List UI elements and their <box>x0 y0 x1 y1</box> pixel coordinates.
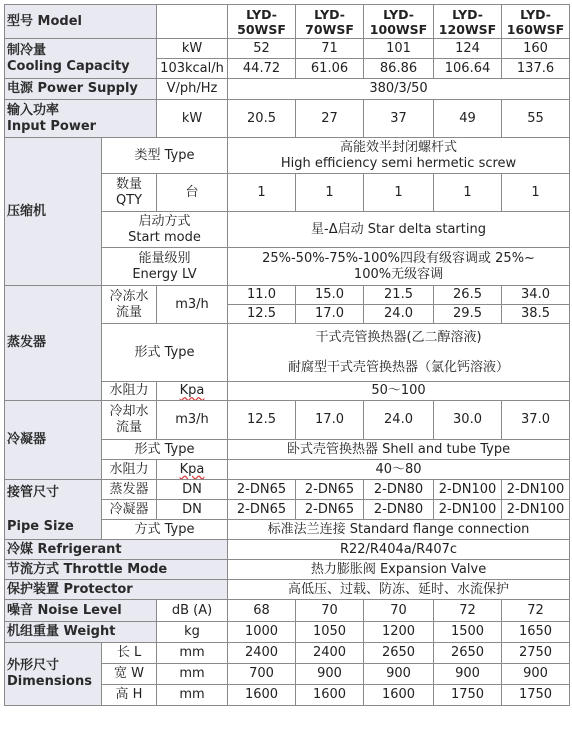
pipe-evap-3: 2-DN80 <box>364 480 434 500</box>
dim-w-2: 900 <box>296 664 364 685</box>
evaporator-flow-4a: 26.5 <box>434 286 502 305</box>
dimension-length-unit: mm <box>157 643 228 664</box>
refrigerant-label: 冷媒 Refrigerant <box>5 540 228 560</box>
weight-3: 1200 <box>364 622 434 643</box>
pipe-cond-4: 2-DN100 <box>434 500 502 520</box>
weight-5: 1650 <box>502 622 570 643</box>
dim-l-3: 2650 <box>364 643 434 664</box>
input-power-5: 55 <box>502 100 570 138</box>
compressor-qty-label <box>102 174 157 212</box>
cooling-kcal-2: 61.06 <box>296 59 364 79</box>
compressor-type-label: 类型 Type <box>102 138 228 174</box>
power-supply-value: 380/3/50 <box>228 79 570 100</box>
input-power-3: 37 <box>364 100 434 138</box>
input-power-1: 20.5 <box>228 100 296 138</box>
compressor-type-value <box>228 138 570 174</box>
evaporator-resistance-unit: Kpa <box>157 382 228 401</box>
compressor-energy-value <box>228 248 570 286</box>
unit-blank <box>157 5 228 39</box>
evaporator-flow-row-1 <box>5 286 570 305</box>
cooling-kcal-3: 86.86 <box>364 59 434 79</box>
dimension-length-label: 长 L <box>102 643 157 664</box>
power-supply-row <box>5 79 570 100</box>
cooling-unit-kcal: 103kcal/h <box>157 59 228 79</box>
evaporator-flow-3a: 21.5 <box>364 286 434 305</box>
model-col-5: LYD-160WSF <box>502 5 570 39</box>
dimension-width-unit: mm <box>157 664 228 685</box>
condenser-flow-5: 37.0 <box>502 401 570 440</box>
evaporator-label: 蒸发器 <box>5 286 102 401</box>
cooling-kw-3: 101 <box>364 39 434 59</box>
cooling-kw-row <box>5 39 570 59</box>
condenser-resistance-value: 40～80 <box>228 460 570 480</box>
weight-unit: kg <box>157 622 228 643</box>
dimensions-label-cn: 外形尺寸 <box>7 658 60 673</box>
compressor-type-row <box>5 138 570 174</box>
pipe-condenser-unit: DN <box>157 500 228 520</box>
dimension-height-label: 高 H <box>102 685 157 706</box>
throttle-label: 节流方式 Throttle Mode <box>5 560 228 580</box>
model-header-row <box>5 5 570 39</box>
cooling-kw-1: 52 <box>228 39 296 59</box>
protector-row <box>5 580 570 600</box>
noise-row <box>5 600 570 622</box>
compressor-energy-line-2: 100%无级容调 <box>353 266 444 282</box>
compressor-energy-label <box>102 248 228 286</box>
compressor-energy-label-en: Energy LV <box>132 266 197 282</box>
cooling-kw-2: 71 <box>296 39 364 59</box>
evaporator-flow-1a: 11.0 <box>228 286 296 305</box>
dim-h-4: 1750 <box>434 685 502 706</box>
condenser-flow-row <box>5 401 570 440</box>
compressor-qty-label-cn: 数量 <box>116 176 143 192</box>
compressor-start-label-en: Start mode <box>128 229 201 245</box>
dim-w-5: 900 <box>502 664 570 685</box>
evaporator-flow-2b: 17.0 <box>296 305 364 324</box>
compressor-label: 压缩机 <box>5 138 102 286</box>
condenser-flow-1: 12.5 <box>228 401 296 440</box>
cooling-capacity-label <box>5 39 157 79</box>
evaporator-type-line-2: 耐腐型干式壳管换热器（氯化钙溶液） <box>288 359 510 375</box>
compressor-qty-1: 1 <box>228 174 296 212</box>
dim-w-1: 700 <box>228 664 296 685</box>
model-col-3: LYD-100WSF <box>364 5 434 39</box>
noise-1: 68 <box>228 600 296 622</box>
evaporator-flow-4b: 29.5 <box>434 305 502 324</box>
noise-2: 70 <box>296 600 364 622</box>
condenser-type-label: 形式 Type <box>102 440 228 460</box>
noise-label: 噪音 Noise Level <box>5 600 157 622</box>
pipe-cond-1: 2-DN65 <box>228 500 296 520</box>
pipe-size-label-cn: 接管尺寸 <box>7 484 60 500</box>
protector-label: 保护装置 Protector <box>5 580 228 600</box>
cooling-kcal-5: 137.6 <box>502 59 570 79</box>
pipe-cond-5: 2-DN100 <box>502 500 570 520</box>
dim-w-3: 900 <box>364 664 434 685</box>
pipe-condenser-label: 冷凝器 <box>102 500 157 520</box>
evaporator-resistance-label: 水阻力 <box>102 382 157 401</box>
evaporator-flow-label <box>102 286 157 324</box>
refrigerant-value: R22/R404a/R407c <box>228 540 570 560</box>
weight-1: 1000 <box>228 622 296 643</box>
compressor-start-label-cn: 启动方式 <box>138 213 191 229</box>
compressor-qty-unit: 台 <box>157 174 228 212</box>
input-power-2: 27 <box>296 100 364 138</box>
compressor-type-en: High efficiency semi hermetic screw <box>280 155 517 171</box>
pipe-evap-1: 2-DN65 <box>228 480 296 500</box>
pipe-evaporator-row <box>5 480 570 500</box>
pipe-evaporator-unit: DN <box>157 480 228 500</box>
evaporator-type-label: 形式 Type <box>102 324 228 382</box>
power-supply-label: 电源 Power Supply <box>5 79 157 100</box>
dimensions-label-en: Dimensions <box>7 674 92 689</box>
evaporator-flow-label-2: 流量 <box>116 304 143 320</box>
pipe-evap-5: 2-DN100 <box>502 480 570 500</box>
noise-3: 70 <box>364 600 434 622</box>
dim-w-4: 900 <box>434 664 502 685</box>
dim-h-3: 1600 <box>364 685 434 706</box>
pipe-cond-3: 2-DN80 <box>364 500 434 520</box>
cooling-kw-4: 124 <box>434 39 502 59</box>
weight-row <box>5 622 570 643</box>
evaporator-type-value <box>228 324 570 382</box>
dim-l-1: 2400 <box>228 643 296 664</box>
input-power-label-cn: 输入功率 <box>7 102 60 118</box>
pipe-connection-label: 方式 Type <box>102 520 228 540</box>
cooling-kw-5: 160 <box>502 39 570 59</box>
condenser-flow-3: 24.0 <box>364 401 434 440</box>
input-power-4: 49 <box>434 100 502 138</box>
refrigerant-row <box>5 540 570 560</box>
model-label: 型号 Model <box>5 5 157 39</box>
dim-h-2: 1600 <box>296 685 364 706</box>
compressor-qty-2: 1 <box>296 174 364 212</box>
pipe-connection-value: 标准法兰连接 Standard flange connection <box>228 520 570 540</box>
compressor-qty-4: 1 <box>434 174 502 212</box>
input-power-row <box>5 100 570 138</box>
pipe-size-label-en: Pipe Size <box>7 518 74 534</box>
condenser-flow-label-2: 流量 <box>116 420 143 435</box>
condenser-resistance-unit: Kpa <box>157 460 228 480</box>
evaporator-type-line-1: 干式壳管换热器(乙二醇溶液) <box>315 329 482 345</box>
cooling-unit-kw: kW <box>157 39 228 59</box>
weight-4: 1500 <box>434 622 502 643</box>
condenser-flow-unit: m3/h <box>157 401 228 440</box>
cooling-kcal-4: 106.64 <box>434 59 502 79</box>
condenser-flow-4: 30.0 <box>434 401 502 440</box>
dimension-width-label: 宽 W <box>102 664 157 685</box>
compressor-type-cn: 高能效半封闭螺杆式 <box>340 139 458 155</box>
weight-label: 机组重量 Weight <box>5 622 157 643</box>
dim-l-2: 2400 <box>296 643 364 664</box>
throttle-row <box>5 560 570 580</box>
evaporator-flow-2a: 15.0 <box>296 286 364 305</box>
compressor-start-value: 星-Δ启动 Star delta starting <box>228 212 570 248</box>
protector-value: 高低压、过载、防冻、延时、水流保护 <box>228 580 570 600</box>
condenser-flow-label <box>102 401 157 440</box>
pipe-evap-2: 2-DN65 <box>296 480 364 500</box>
model-col-4: LYD-120WSF <box>434 5 502 39</box>
dim-l-4: 2650 <box>434 643 502 664</box>
compressor-qty-5: 1 <box>502 174 570 212</box>
cooling-label-en: Cooling Capacity <box>7 58 130 74</box>
spec-table <box>4 4 570 706</box>
condenser-flow-label-1: 冷却水 <box>109 404 149 419</box>
evaporator-flow-1b: 12.5 <box>228 305 296 324</box>
power-supply-unit: V/ph/Hz <box>157 79 228 100</box>
input-power-label-en: Input Power <box>7 118 97 134</box>
evaporator-flow-unit: m3/h <box>157 286 228 324</box>
evaporator-resistance-value: 50～100 <box>228 382 570 401</box>
model-col-2: LYD-70WSF <box>296 5 364 39</box>
condenser-type-value: 卧式壳管换热器 Shell and tube Type <box>228 440 570 460</box>
evaporator-flow-3b: 24.0 <box>364 305 434 324</box>
noise-5: 72 <box>502 600 570 622</box>
compressor-qty-3: 1 <box>364 174 434 212</box>
pipe-size-label <box>5 480 102 540</box>
evaporator-flow-5a: 34.0 <box>502 286 570 305</box>
dim-l-5: 2750 <box>502 643 570 664</box>
input-power-unit: kW <box>157 100 228 138</box>
condenser-label: 冷凝器 <box>5 401 102 480</box>
noise-4: 72 <box>434 600 502 622</box>
cooling-label-cn: 制冷量 <box>7 42 47 58</box>
pipe-evap-4: 2-DN100 <box>434 480 502 500</box>
condenser-flow-2: 17.0 <box>296 401 364 440</box>
dim-h-1: 1600 <box>228 685 296 706</box>
compressor-energy-label-cn: 能量级别 <box>138 250 191 266</box>
dimension-height-unit: mm <box>157 685 228 706</box>
dim-h-5: 1750 <box>502 685 570 706</box>
compressor-start-label <box>102 212 228 248</box>
dimension-length-row <box>5 643 570 664</box>
condenser-resistance-label: 水阻力 <box>102 460 157 480</box>
dimensions-label <box>5 643 102 706</box>
cooling-kcal-1: 44.72 <box>228 59 296 79</box>
model-col-1: LYD-50WSF <box>228 5 296 39</box>
compressor-qty-label-en: QTY <box>115 192 143 208</box>
pipe-cond-2: 2-DN65 <box>296 500 364 520</box>
evaporator-flow-5b: 38.5 <box>502 305 570 324</box>
weight-2: 1050 <box>296 622 364 643</box>
noise-unit: dB (A) <box>157 600 228 622</box>
input-power-label <box>5 100 157 138</box>
compressor-energy-line-1: 25%-50%-75%-100%四段有级容调或 25%~ <box>262 250 535 266</box>
pipe-evaporator-label: 蒸发器 <box>102 480 157 500</box>
evaporator-flow-label-1: 冷冻水 <box>109 288 149 304</box>
throttle-value: 热力膨胀阀 Expansion Valve <box>228 560 570 580</box>
